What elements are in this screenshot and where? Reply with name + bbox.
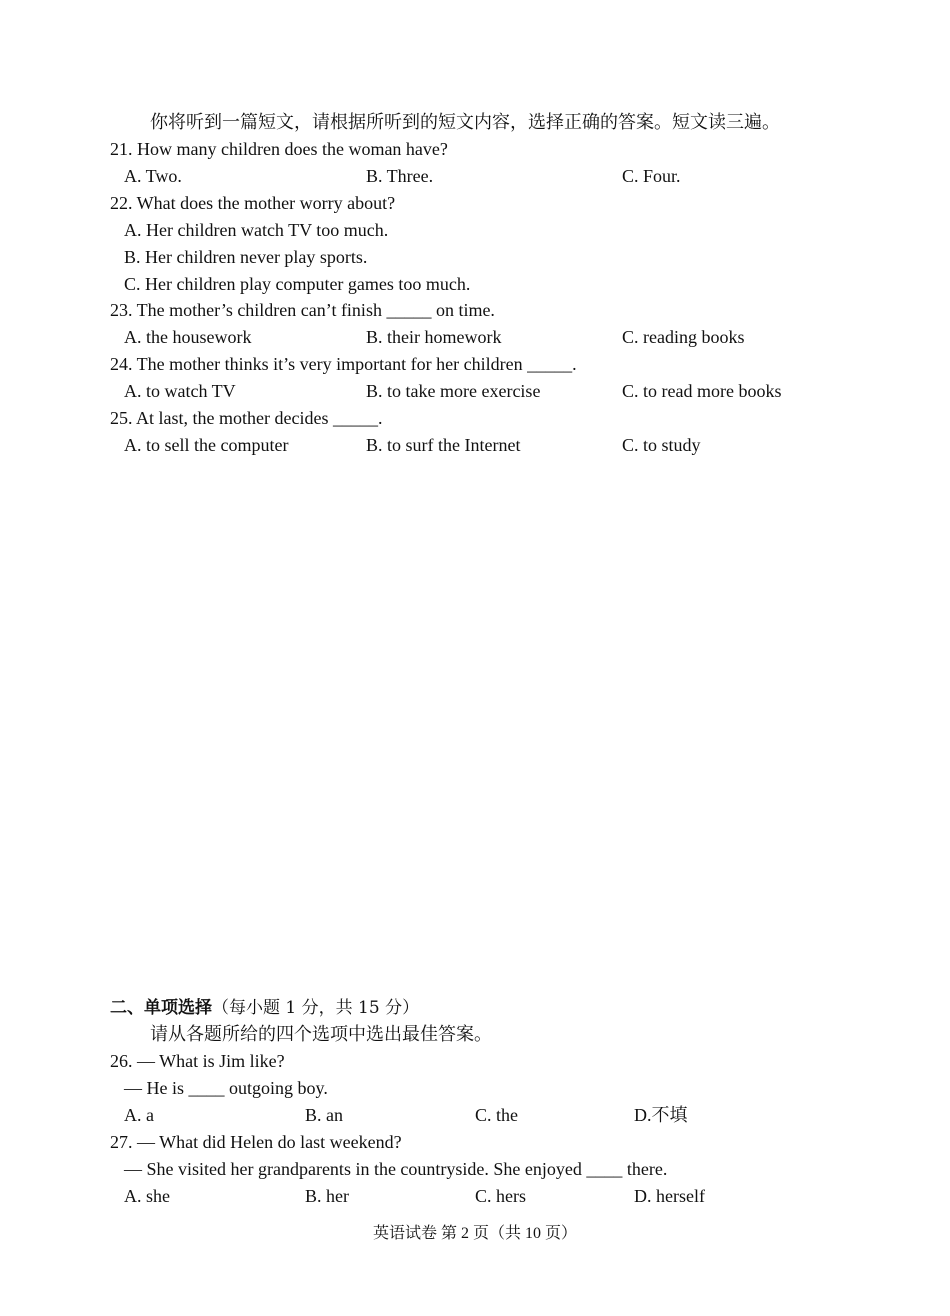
q27-option-c: C. hers (475, 1186, 526, 1206)
q25-option-a: A. to sell the computer (124, 435, 289, 455)
q22-option-b: B. Her children never play sports. (124, 247, 368, 267)
q21-option-c: C. Four. (622, 166, 681, 186)
q24-option-c: C. to read more books (622, 381, 782, 401)
question-27: 27. — What did Helen do last weekend? (110, 1132, 402, 1152)
q27-reply: — She visited her grandparents in the countryside. She enjoyed ____ there. (124, 1159, 668, 1179)
q26-option-b: B. an (305, 1105, 343, 1125)
question-21: 21. How many children does the woman have? (110, 139, 448, 159)
section-header (110, 996, 419, 1019)
part1-intro: 你将听到一篇短文，请根据所听到的短文内容，选择正确的答案。短文读三遍。 (150, 112, 780, 132)
q26-option-c: C. the (475, 1105, 518, 1125)
question-23: 23. The mother’s children can’t finish _____ on time. (110, 300, 495, 320)
q27-option-a: A. she (124, 1186, 170, 1206)
q21-option-b: B. Three. (366, 166, 434, 186)
question-24: 24. The mother thinks it’s very important for her children _____. (110, 354, 577, 374)
q23-option-a: A. the housework (124, 327, 252, 347)
q23-option-b: B. their homework (366, 327, 502, 347)
q25-option-b: B. to surf the Internet (366, 435, 521, 455)
question-26: 26. — What is Jim like? (110, 1051, 285, 1071)
page-footer: 英语试卷 第 2 页（共 10 页） (372, 1225, 577, 1242)
q23-option-c: C. reading books (622, 327, 745, 347)
q22-option-c: C. Her children play computer games too much. (124, 274, 471, 294)
q26-option-a: A. a (124, 1105, 154, 1125)
q24-option-a: A. to watch TV (124, 381, 236, 401)
q26-reply: — He is ____ outgoing boy. (124, 1078, 328, 1098)
part2-intro: 请从各题所给的四个选项中选出最佳答案。 (150, 1024, 492, 1044)
q21-option-a: A. Two. (124, 166, 182, 186)
q24-option-b: B. to take more exercise (366, 381, 541, 401)
q22-option-a: A. Her children watch TV too much. (124, 220, 389, 240)
section-title: 二、单项选择 (110, 998, 212, 1018)
q27-option-b: B. her (305, 1186, 349, 1206)
question-22: 22. What does the mother worry about? (110, 193, 396, 213)
q27-option-d: D. herself (634, 1186, 705, 1206)
section-subtitle: （每小题 1 分，共 15 分） (212, 998, 420, 1018)
q25-option-c: C. to study (622, 435, 701, 455)
q26-option-d: D.不填 (634, 1105, 688, 1125)
question-25: 25. At last, the mother decides _____. (110, 408, 383, 428)
